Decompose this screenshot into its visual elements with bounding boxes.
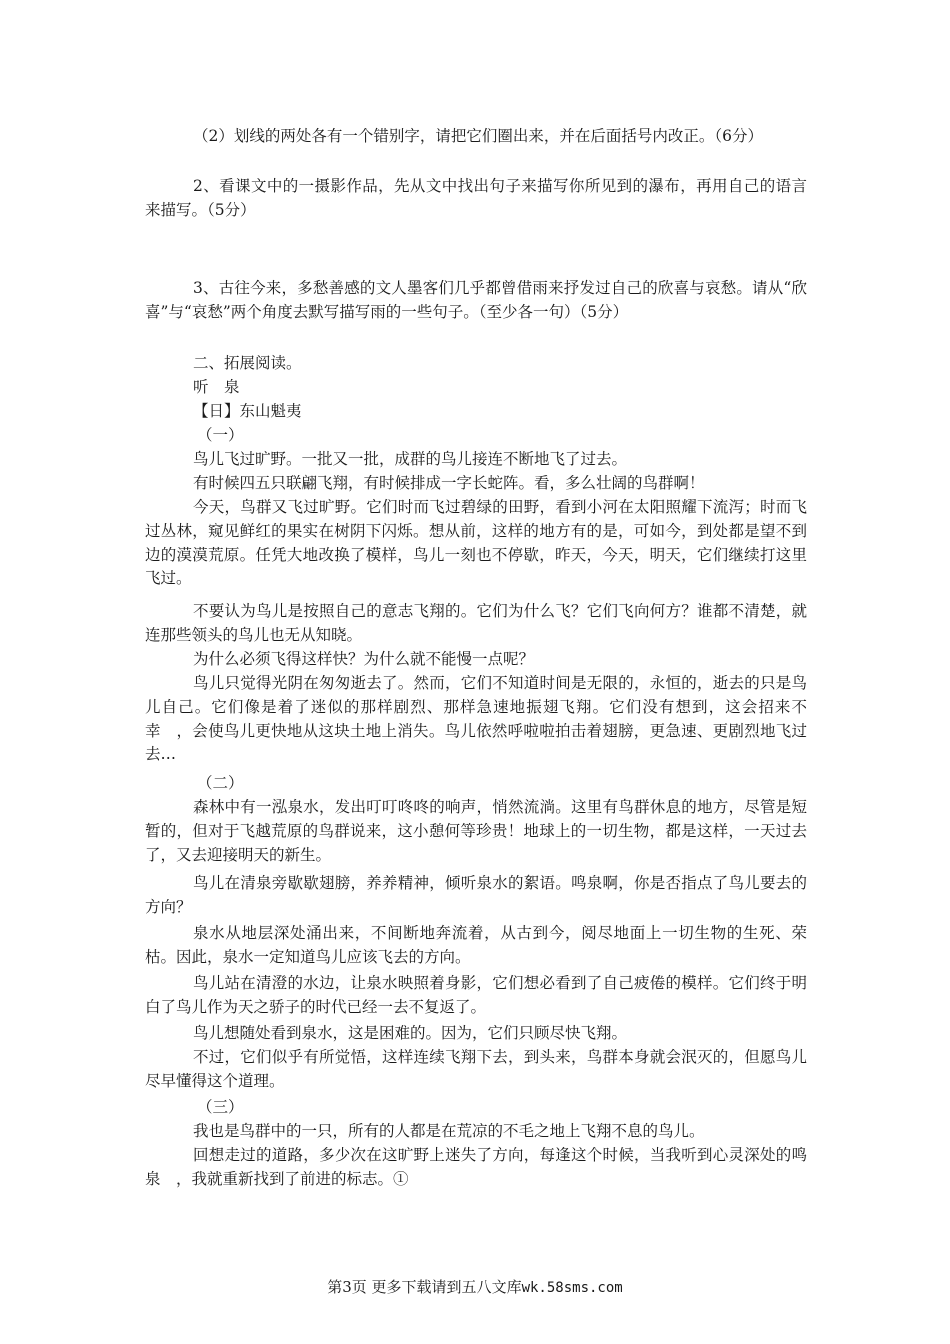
- paragraph: 鸟儿在清泉旁歇歇翅膀，养养精神，倾听泉水的絮语。鸣泉啊，你是否指点了鸟儿要去的方向？: [145, 874, 807, 916]
- paragraph: 泉水从地层深处涌出来，不间断地奔流着，从古到今，阅尽地面上一切生物的生死、荣枯。因此，泉水一定知道鸟儿应该飞去的方向。: [145, 924, 807, 966]
- part-heading-1: （一）: [197, 426, 244, 444]
- article-author: 【日】东山魁夷: [193, 402, 302, 420]
- paragraph: 鸟儿飞过旷野。一批又一批，成群的鸟儿接连不断地飞了过去。: [193, 450, 628, 468]
- part-heading-2: （二）: [197, 774, 244, 792]
- paragraph: 森林中有一泓泉水，发出叮叮咚咚的响声，悄然流淌。这里有鸟群休息的地方，尽管是短暂的，但对于飞越荒原的鸟群说来，这小憩何等珍贵！地球上的一切生物，都是这样，一天过去了，又去迎接明天的新生。: [145, 798, 807, 864]
- paragraph: 鸟儿只觉得光阴在匆匆逝去了。然而，它们不知道时间是无限的，永恒的，逝去的只是鸟儿自己。它们像是着了迷似的那样剧烈、那样急速地振翅飞翔。它们没有想到，这会招来不幸 ，会使鸟儿更快地从这块土地上消失。鸟儿依然呼啦啦拍击着翅膀，更急速、更剧烈地飞过去…: [145, 674, 807, 764]
- question-2: 2、看课文中的一摄影作品，先从文中找出句子来描写你所见到的瀑布，再用自己的语言来描写。（5分）: [145, 177, 807, 219]
- paragraph: 不要认为鸟儿是按照自己的意志飞翔的。它们为什么飞？它们飞向何方？谁都不清楚，就连那些领头的鸟儿也无从知晓。: [145, 602, 807, 644]
- paragraph: 不过，它们似乎有所觉悟，这样连续飞翔下去，到头来，鸟群本身就会泯灭的，但愿鸟儿尽早懂得这个道理。: [145, 1048, 807, 1090]
- footer-url[interactable]: wk.58sms.com: [521, 1280, 623, 1296]
- paragraph: 有时候四五只联翩飞翔，有时候排成一字长蛇阵。看，多么壮阔的鸟群啊！: [193, 474, 705, 492]
- part-heading-3: （三）: [197, 1098, 244, 1116]
- page-footer: [0, 1276, 950, 1299]
- paragraph: 今天，鸟群又飞过旷野。它们时而飞过碧绿的田野，看到小河在太阳照耀下流泻；时而飞过丛林，窥见鲜红的果实在树阴下闪烁。想从前，这样的地方有的是，可如今，到处都是望不到边的漠漠荒原。任凭大地改换了模样，鸟儿一刻也不停歇，昨天，今天，明天，它们继续打这里飞过。: [145, 498, 807, 588]
- question-2-sub-2: （2）划线的两处各有一个错别字，请把它们圈出来，并在后面括号内改正。（6分）: [193, 127, 763, 145]
- paragraph: 我也是鸟群中的一只，所有的人都是在荒凉的不毛之地上飞翔不息的鸟儿。: [193, 1122, 705, 1140]
- paragraph: 鸟儿想随处看到泉水，这是困难的。因为，它们只顾尽快飞翔。: [193, 1024, 628, 1042]
- footer-page-text: 第3页 更多下载请到五八文库: [327, 1278, 522, 1296]
- paragraph: 为什么必须飞得这样快？为什么就不能慢一点呢？: [193, 650, 535, 668]
- question-3: 3、古往今来，多愁善感的文人墨客们几乎都曾借雨来抒发过自己的欣喜与哀愁。请从“欣喜”与“哀愁”两个角度去默写描写雨的一些句子。（至少各一句）（5分）: [145, 279, 807, 321]
- paragraph: 回想走过的道路，多少次在这旷野上迷失了方向，每逢这个时候，当我听到心灵深处的鸣泉 ，我就重新找到了前进的标志。①: [145, 1146, 807, 1188]
- section-heading: 二、拓展阅读。: [193, 354, 302, 372]
- article-title: 听 泉: [193, 378, 240, 396]
- paragraph: 鸟儿站在清澄的水边，让泉水映照着身影，它们想必看到了自己疲倦的模样。它们终于明白了鸟儿作为天之骄子的时代已经一去不复返了。: [145, 974, 807, 1016]
